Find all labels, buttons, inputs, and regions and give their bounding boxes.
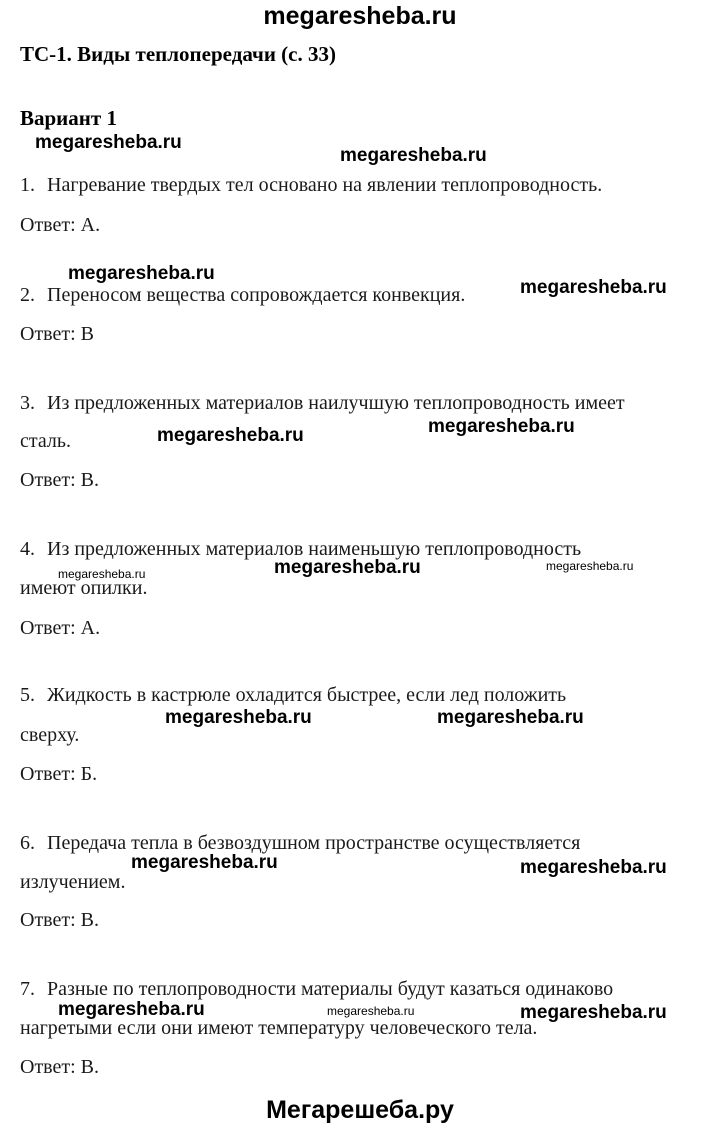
watermark: megaresheba.ru [35,132,182,153]
question-number: 3. [20,392,35,414]
answer-3: Ответ: В. [20,469,100,491]
question-5 [20,684,566,707]
question-number: 2. [20,284,35,306]
question-text: Передача тепла в безвоздушном пространстве осуществляется [47,832,581,854]
question-5-continued: сверху. [20,724,80,746]
variant-heading: Вариант 1 [20,106,117,130]
question-7 [20,978,613,1001]
watermark: megaresheba.ru [165,707,312,728]
question-3-continued: сталь. [20,430,72,452]
answer-5: Ответ: Б. [20,763,98,785]
watermark: megaresheba.ru [157,425,304,446]
answer-6: Ответ: В. [20,909,100,931]
watermark: megaresheba.ru [546,559,634,573]
question-7-continued: нагретыми если они имеют температуру человеческого тела. [20,1017,538,1039]
answer-7: Ответ: В. [20,1056,100,1078]
question-text: Из предложенных материалов наименьшую теплопроводность [47,538,582,560]
watermark: megaresheba.ru [68,263,215,284]
watermark: megaresheba.ru [428,416,575,437]
watermark: megaresheba.ru [131,852,278,873]
watermark: megaresheba.ru [340,145,487,166]
watermark: megaresheba.ru [437,707,584,728]
site-header: megaresheba.ru [263,2,457,30]
question-4-continued: имеют опилки. [20,577,148,599]
watermark: megaresheba.ru [520,857,667,878]
question-text: Разные по теплопроводности материалы будут казаться одинаково [47,978,614,1000]
question-text: Переносом вещества сопровождается конвекция. [47,284,466,306]
question-number: 4. [20,538,35,560]
question-number: 1. [20,174,35,196]
question-number: 6. [20,832,35,854]
question-text: Жидкость в кастрюле охладится быстрее, если лед положить [47,684,567,706]
question-text: Нагревание твердых тел основано на явлении теплопроводность. [47,174,603,196]
page-title: ТС-1. Виды теплопередачи (с. 33) [20,42,336,66]
watermark: megaresheba.ru [58,999,205,1020]
watermark: megaresheba.ru [58,567,146,581]
question-number: 7. [20,978,35,1000]
answer-1: Ответ: А. [20,214,101,236]
question-3 [20,392,625,415]
site-footer: Мегарешеба.ру [266,1096,454,1124]
question-text: Из предложенных материалов наилучшую теплопроводность имеет [47,392,625,414]
question-number: 5. [20,684,35,706]
question-6-continued: излучением. [20,871,126,893]
watermark: megaresheba.ru [520,277,667,298]
watermark: megaresheba.ru [327,1004,415,1018]
question-2 [20,284,465,307]
answer-2: Ответ: В [20,323,95,345]
watermark: megaresheba.ru [520,1002,667,1023]
watermark: megaresheba.ru [274,557,421,578]
question-6 [20,832,580,855]
answer-4: Ответ: А. [20,617,101,639]
question-1 [20,174,602,197]
